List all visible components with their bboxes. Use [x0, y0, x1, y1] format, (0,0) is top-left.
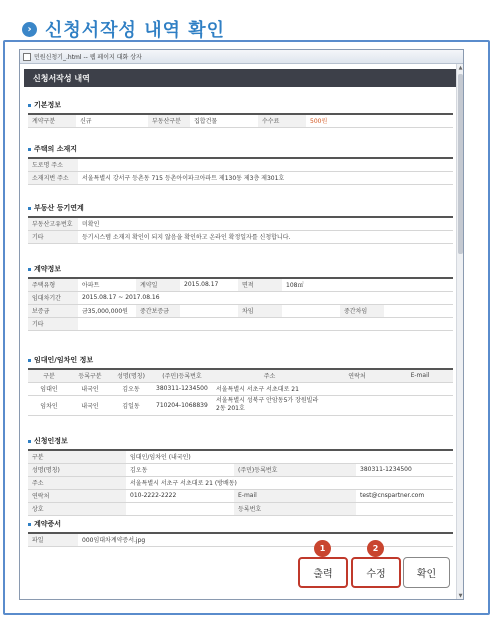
cell-value: 서울특별시 서초구 서초대로 21 (방배동) — [126, 476, 453, 489]
cell-value — [387, 395, 453, 415]
cell-label: 기타 — [28, 317, 78, 330]
cell-value — [180, 304, 238, 317]
cell-label: 성명(명칭) — [28, 463, 126, 476]
bullet-icon — [28, 359, 31, 362]
table-row — [28, 450, 453, 463]
cell-label: 부동산고유번호 — [28, 217, 78, 230]
window-titlebar — [20, 50, 463, 64]
table-row — [28, 533, 453, 546]
cell-value: 아파트 — [78, 278, 136, 291]
cell-label: 상호 — [28, 502, 126, 515]
table-row — [28, 304, 453, 317]
section-title: 계약정보 — [28, 264, 453, 274]
cell-value: 서울특별시 강서구 등촌동 715 등촌아이파크아파트 제130동 제3층 제301호 — [78, 171, 453, 184]
section-title: 임대인/임차인 정보 — [28, 355, 453, 365]
cell-value — [384, 304, 453, 317]
section-location — [28, 144, 453, 185]
section-contract-doc — [28, 519, 453, 547]
bullet-icon — [28, 104, 31, 107]
cell-value: 2015.08.17 — [180, 278, 238, 291]
bullet-icon — [28, 523, 31, 526]
cell-value — [78, 317, 453, 330]
cell-value: 임대인/임차인 (내국인) — [126, 450, 453, 463]
cell-value: 김일동 — [110, 395, 152, 415]
section-contract — [28, 264, 453, 331]
dialog-content — [24, 64, 457, 600]
table-row — [28, 395, 453, 415]
cell-label: 연락처 — [28, 489, 126, 502]
cell-value — [282, 304, 340, 317]
cell-value: 미확인 — [78, 217, 453, 230]
section-basic — [28, 100, 453, 128]
table-row — [28, 502, 453, 515]
step-badge-1: 1 — [314, 540, 331, 557]
cell-label: 파일 — [28, 533, 78, 546]
cell-label: 수수료 — [258, 114, 306, 127]
contract-doc-table — [28, 532, 453, 547]
cell-label: 보증금 — [28, 304, 78, 317]
bullet-icon — [28, 148, 31, 151]
fee-value: 500원 — [306, 114, 453, 127]
table-row — [28, 278, 453, 291]
document-icon — [23, 53, 31, 61]
cell-label: 기타 — [28, 230, 78, 243]
registry-table — [28, 216, 453, 244]
cell-value — [126, 502, 234, 515]
table-row — [28, 291, 453, 304]
attached-file[interactable]: 000임대차계약증서.jpg — [78, 533, 453, 546]
column-header: E-mail — [387, 369, 453, 382]
cell-value — [356, 502, 453, 515]
cell-value: test@cnspartner.com — [356, 489, 453, 502]
cell-label: 주택유형 — [28, 278, 78, 291]
cell-label: 도로명 주소 — [28, 158, 78, 171]
cell-label: 구분 — [28, 450, 126, 463]
scroll-thumb[interactable] — [458, 74, 463, 254]
scroll-up-icon[interactable]: ▲ — [458, 65, 463, 71]
cell-label: 등록번호 — [234, 502, 356, 515]
chevron-right-icon: › — [22, 22, 37, 37]
cell-label: 중간보증금 — [136, 304, 180, 317]
column-header: 주소 — [212, 369, 327, 382]
cell-value — [78, 158, 453, 171]
cell-value: 김오동 — [110, 382, 152, 395]
edit-button[interactable]: 수정 — [351, 557, 401, 588]
table-row — [28, 158, 453, 171]
cell-value: 집합건물 — [190, 114, 258, 127]
cell-value: 임차인 — [28, 395, 70, 415]
page-title: 신청서작성 내역 확인 — [45, 20, 226, 41]
cell-label: 소재지번 주소 — [28, 171, 78, 184]
applicant-table — [28, 449, 453, 516]
section-title: 기본정보 — [28, 100, 453, 110]
section-applicant — [28, 436, 453, 516]
cell-label: E-mail — [234, 489, 356, 502]
cell-value — [327, 395, 387, 415]
parties-table — [28, 368, 453, 416]
table-row — [28, 114, 453, 127]
table-row — [28, 489, 453, 502]
window-title: 민원신청기_.html -- 웹 페이지 대화 상자 — [34, 54, 142, 61]
bullet-icon — [28, 268, 31, 271]
cell-value: 서울특별시 성북구 안암동5가 장원빌라 2동 201호 — [212, 395, 327, 415]
cell-value: 010-2222-2222 — [126, 489, 234, 502]
column-header: (주민)등록번호 — [152, 369, 212, 382]
table-row — [28, 217, 453, 230]
section-registry — [28, 203, 453, 244]
cell-value: 등기시스템 소재지 확인이 되지 않음을 확인하고 온라인 확정일자를 신청합니다. — [78, 230, 453, 243]
cell-value — [387, 382, 453, 395]
confirm-button[interactable]: 확인 — [403, 557, 450, 588]
contract-table — [28, 277, 453, 331]
column-header: 등록구분 — [70, 369, 110, 382]
cell-label: 차임 — [238, 304, 282, 317]
step-badge-2: 2 — [367, 540, 384, 557]
cell-label: 면적 — [238, 278, 282, 291]
section-title: 부동산 등기연계 — [28, 203, 453, 213]
table-row — [28, 171, 453, 184]
cell-label: 중간차임 — [340, 304, 384, 317]
cell-label: 계약일 — [136, 278, 180, 291]
cell-value: 380311-1234500 — [152, 382, 212, 395]
table-row — [28, 230, 453, 243]
cell-label: 주소 — [28, 476, 126, 489]
bullet-icon — [28, 207, 31, 210]
column-header: 성명(명칭) — [110, 369, 152, 382]
basic-table — [28, 113, 453, 128]
column-header: 연락처 — [327, 369, 387, 382]
cell-value: 108㎡ — [282, 278, 453, 291]
cell-value: 2015.08.17 ~ 2017.08.16 — [78, 291, 453, 304]
cell-value: 서울특별시 서초구 서초대로 21 — [212, 382, 327, 395]
cell-label: 부동산구분 — [148, 114, 190, 127]
print-button[interactable]: 출력 — [298, 557, 348, 588]
section-parties — [28, 355, 453, 416]
table-header-row — [28, 369, 453, 382]
section-title: 계약증서 — [28, 519, 453, 529]
location-table — [28, 157, 453, 185]
table-row — [28, 463, 453, 476]
cell-value: 신규 — [76, 114, 148, 127]
bullet-icon — [28, 440, 31, 443]
cell-value: 380311-1234500 — [356, 463, 453, 476]
dialog-window — [19, 49, 464, 600]
cell-label: 임대차기간 — [28, 291, 78, 304]
cell-value: 금35,000,000원 — [78, 304, 136, 317]
cell-value: 710204-1068839 — [152, 395, 212, 415]
cell-value: 내국인 — [70, 382, 110, 395]
scrollbar[interactable] — [456, 64, 463, 600]
dialog-header: 신청서작성 내역 — [24, 69, 457, 87]
section-title: 주택의 소재지 — [28, 144, 453, 154]
section-title: 신청인정보 — [28, 436, 453, 446]
scroll-down-icon[interactable]: ▼ — [458, 593, 463, 599]
cell-value: 내국인 — [70, 395, 110, 415]
column-header: 구분 — [28, 369, 70, 382]
cell-value: 김오동 — [126, 463, 234, 476]
cell-value — [327, 382, 387, 395]
table-row — [28, 317, 453, 330]
cell-label: 계약구분 — [28, 114, 76, 127]
table-row — [28, 476, 453, 489]
cell-value: 임대인 — [28, 382, 70, 395]
cell-label: (주민)등록번호 — [234, 463, 356, 476]
table-row — [28, 382, 453, 395]
